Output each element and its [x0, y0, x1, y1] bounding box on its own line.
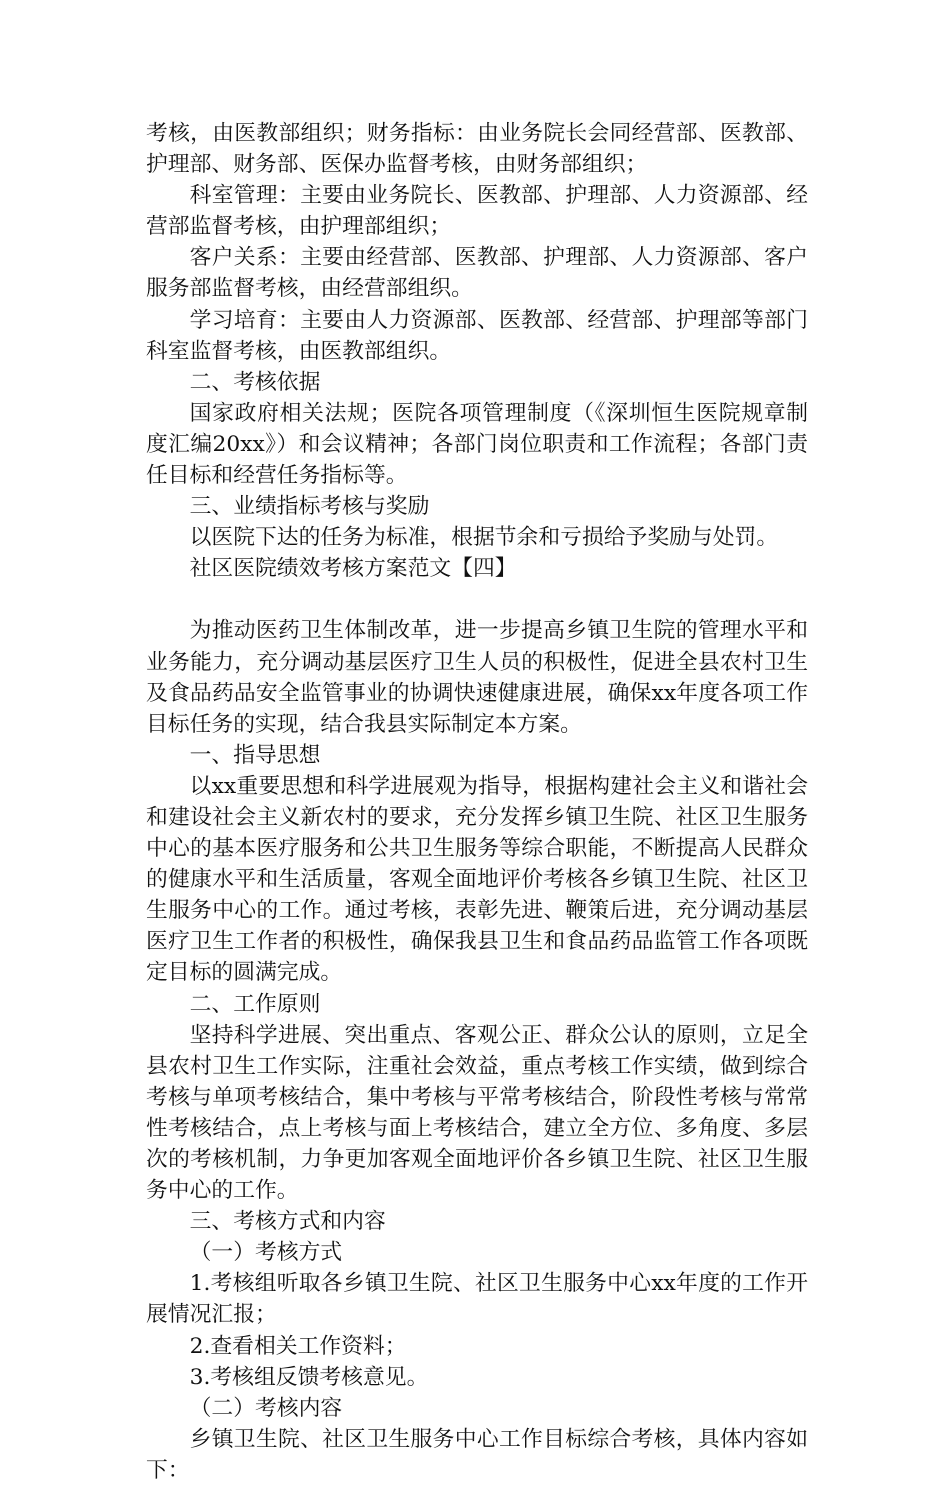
- paragraph-learning: 学习培育：主要由人力资源部、医教部、经营部、护理部等部门科室监督考核，由医教部组织。: [146, 307, 808, 364]
- paragraph-reward-heading: 三、业绩指标考核与奖励: [189, 494, 430, 520]
- paragraph-intro: 为推动医药卫生体制改革，进一步提高乡镇卫生院的管理水平和业务能力，充分调动基层医疗卫生人员的积极性，促进全县农村卫生及食品药品安全监管事业的协调快速健康进展，确保xx年度各项工作目标任务的实现，结合我县实际制定本方案。: [146, 618, 808, 737]
- paragraph-dept-mgmt: 科室管理：主要由业务院长、医教部、护理部、人力资源部、经营部监督考核，由护理部组织；: [146, 183, 808, 240]
- blank-line: [146, 584, 808, 615]
- document-body-top: [146, 118, 808, 584]
- paragraph-reward-body: 以医院下达的任务为标准，根据节余和亏损给予奖励与处罚。: [189, 525, 779, 551]
- paragraph-content-sub: （二）考核内容: [189, 1395, 343, 1421]
- paragraph-content-body: 乡镇卫生院、社区卫生服务中心工作目标综合考核，具体内容如下：: [146, 1426, 808, 1483]
- paragraph-basis-body: 国家政府相关法规；医院各项管理制度（《深圳恒生医院规章制度汇编20xx》）和会议精神；各部门岗位职责和工作流程；各部门责任目标和经营任务指标等。: [146, 400, 808, 489]
- paragraph-finance: 考核，由医教部组织；财务指标：由业务院长会同经营部、医教部、护理部、财务部、医保办监督考核，由财务部组织；: [146, 121, 808, 178]
- document-body-bottom: [146, 615, 808, 1486]
- paragraph-section-title: 社区医院绩效考核方案范文【四】: [189, 556, 517, 582]
- paragraph-method-sub: （一）考核方式: [189, 1240, 343, 1266]
- paragraph-method-1: 1.考核组听取各乡镇卫生院、社区卫生服务中心xx年度的工作开展情况汇报；: [146, 1271, 808, 1328]
- paragraph-method-2: 2.查看相关工作资料；: [189, 1333, 407, 1359]
- paragraph-method-heading: 三、考核方式和内容: [189, 1209, 386, 1235]
- paragraph-guide-heading: 一、指导思想: [189, 742, 321, 768]
- paragraph-principle-body: 坚持科学进展、突出重点、客观公正、群众公认的原则，立足全县农村卫生工作实际，注重社会效益，重点考核工作实绩，做到综合考核与单项考核结合，集中考核与平常考核结合，阶段性考核与常常性考核结合，点上考核与面上考核结合，建立全方位、多角度、多层次的考核机制，力争更加客观全面地评价各乡镇卫生院、社区卫生服务中心的工作。: [146, 1022, 808, 1204]
- paragraph-basis-heading: 二、考核依据: [189, 369, 321, 395]
- paragraph-principle-heading: 二、工作原则: [189, 991, 321, 1017]
- paragraph-method-3: 3.考核组反馈考核意见。: [189, 1364, 429, 1390]
- paragraph-customer: 客户关系：主要由经营部、医教部、护理部、人力资源部、客户服务部监督考核，由经营部组织。: [146, 245, 808, 302]
- paragraph-guide-body: 以xx重要思想和科学进展观为指导，根据构建社会主义和谐社会和建设社会主义新农村的要求，充分发挥乡镇卫生院、社区卫生服务中心的基本医疗服务和公共卫生服务等综合职能，不断提高人民群众的健康水平和生活质量，客观全面地评价考核各乡镇卫生院、社区卫生服务中心的工作。通过考核，表彰先进、鞭策后进，充分调动基层医疗卫生工作者的积极性，确保我县卫生和食品药品监管工作各项既定目标的圆满完成。: [146, 773, 808, 986]
- document-page: [146, 118, 808, 1486]
